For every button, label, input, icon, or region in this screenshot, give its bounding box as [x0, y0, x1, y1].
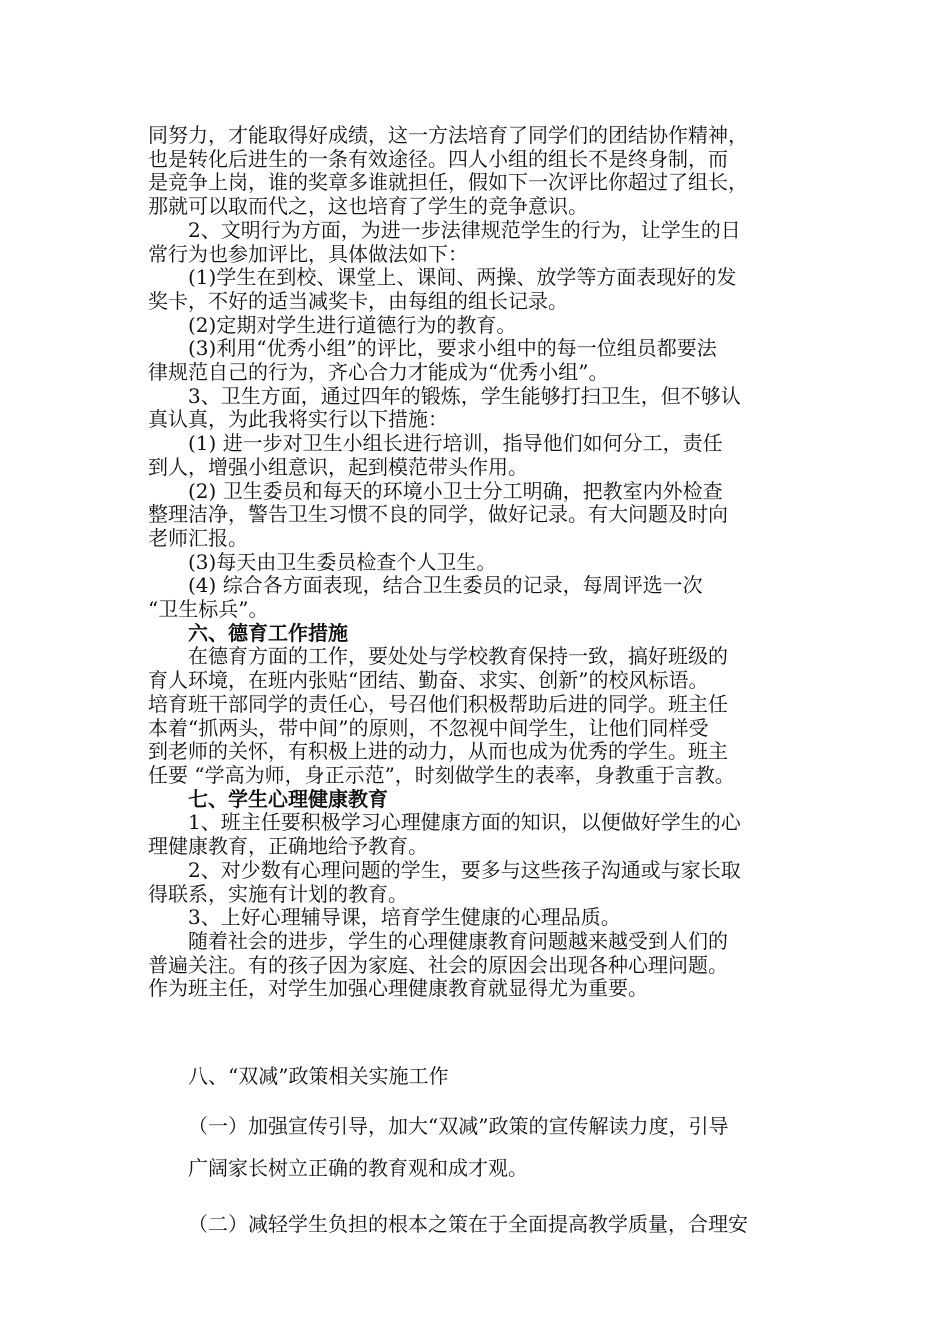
text-line: 广阔家长树立正确的教育观和成才观。 [188, 1156, 528, 1180]
text-line: 常行为也参加评比，具体做法如下： [148, 241, 468, 266]
text-line: 是竞争上岗，谁的奖章多谁就担任，假如下一次评比你超过了组长， [148, 170, 748, 195]
text-line: 培育班干部同学的责任心，号召他们积极帮助后进的同学。班主任 [148, 691, 728, 716]
text-line: 到老师的关怀，有积极上进的动力，从而也成为优秀的学生。班主 [148, 739, 728, 764]
text-line: 得联系，实施有计划的教育。 [148, 881, 408, 906]
section-heading: 七、学生心理健康教育 [188, 786, 388, 811]
text-line: 3、上好心理辅导课，培育学生健康的心理品质。 [188, 905, 621, 930]
text-line: （一）加强宣传引导，加大“双减”政策的宣传解读力度，引导 [188, 1114, 729, 1138]
text-line: “卫生标兵”。 [148, 597, 269, 622]
section-heading: 六、德育工作措施 [188, 620, 348, 645]
section-heading: 八、“双减”政策相关实施工作 [188, 1064, 449, 1088]
text-line: 同努力，才能取得好成绩，这一方法培育了同学们的团结协作精神， [148, 123, 748, 147]
text-line: 在德育方面的工作，要处处与学校教育保持一致，搞好班级的 [188, 644, 728, 669]
text-line: 整理洁净，警告卫生习惯不良的同学，做好记录。有大问题及时向 [148, 502, 728, 527]
text-line: (3)每天由卫生委员检查个人卫生。 [188, 549, 497, 574]
text-line: 普遍关注。有的孩子因为家庭、社会的原因会出现各种心理问题。 [148, 952, 728, 977]
text-line: 律规范自己的行为，齐心合力才能成为“优秀小组”。 [148, 360, 609, 385]
text-line: 随着社会的进步，学生的心理健康教育问题越来越受到人们的 [188, 928, 728, 953]
text-line: 那就可以取而代之，这也培育了学生的竞争意识。 [148, 194, 588, 219]
text-line: (1) 进一步对卫生小组长进行培训，指导他们如何分工，责任 [188, 431, 723, 456]
text-line: 任要 “学高为师，身正示范”，时刻做学生的表率，身教重于言教。 [148, 762, 735, 787]
text-line: 本着“抓两头，带中间”的原则，不忽视中间学生，让他们同样受 [148, 715, 709, 740]
text-line: 育人环境，在班内张贴“团结、勤奋、求实、创新”的校风标语。 [148, 668, 709, 693]
text-line: (4) 综合各方面表现，结合卫生委员的记录，每周评选一次 [188, 573, 703, 598]
text-line: (2)定期对学生进行道德行为的教育。 [188, 312, 517, 337]
text-line: （二）减轻学生负担的根本之策在于全面提高教学质量，合理安 [188, 1212, 748, 1236]
text-line: 3、卫生方面，通过四年的锻炼，学生能够打扫卫生，但不够认 [188, 383, 741, 408]
document-body [148, 124, 828, 1001]
text-line: 也是转化后进生的一条有效途径。四人小组的组长不是终身制，而 [148, 146, 728, 171]
text-line: 2、对少数有心理问题的学生，要多与这些孩子沟通或与家长取 [188, 857, 741, 882]
text-line: 1、班主任要积极学习心理健康方面的知识，以便做好学生的心 [188, 810, 741, 835]
text-line: (1)学生在到校、课堂上、课间、两操、放学等方面表现好的发 [188, 265, 737, 290]
text-line: 老师汇报。 [148, 525, 248, 550]
text-line: 真认真，为此我将实行以下措施： [148, 407, 448, 432]
text-line: 奖卡，不好的适当减奖卡，由每组的组长记录。 [148, 288, 568, 313]
text-line: 理健康教育，正确地给予教育。 [148, 834, 428, 859]
text-line: (2) 卫生委员和每天的环境小卫士分工明确，把教室内外检查 [188, 478, 723, 503]
text-line: 到人，增强小组意识，起到模范带头作用。 [148, 454, 528, 479]
text-line: 作为班主任，对学生加强心理健康教育就显得尤为重要。 [148, 976, 648, 1001]
text-line: 2、文明行为方面，为进一步法律规范学生的行为，让学生的日 [188, 217, 741, 242]
text-line: (3)利用“优秀小组”的评比，要求小组中的每一位组员都要法 [188, 336, 717, 361]
